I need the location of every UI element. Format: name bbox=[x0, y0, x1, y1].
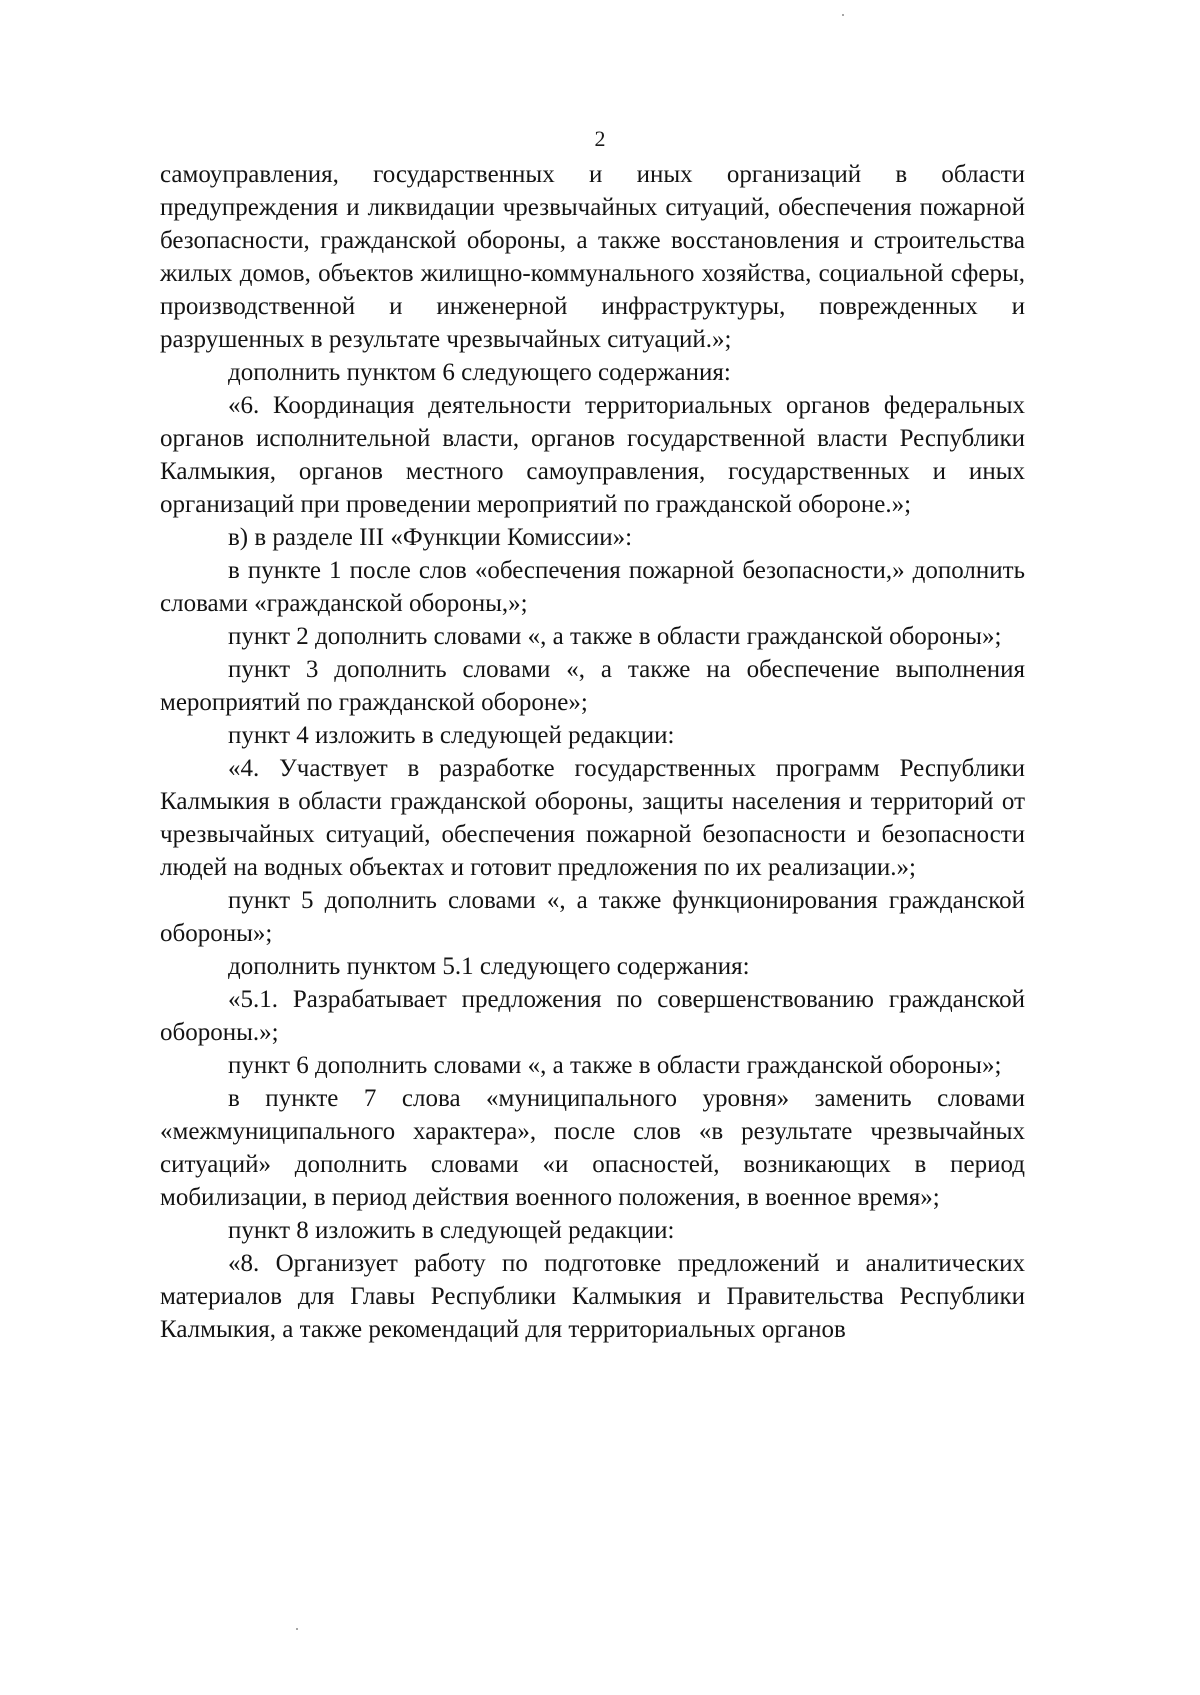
paragraph: пункт 8 изложить в следующей редакции: bbox=[228, 1217, 675, 1244]
scan-speck bbox=[842, 14, 844, 16]
paragraph: «6. Координация деятельности территориальных органов федеральных органов исполнительной власти, органов государственной власти Республики Калмыкия, органов местного самоуправления, государственных и иных организаций при проведении мероприятий по гражданской обороне.»; bbox=[160, 392, 1025, 518]
paragraph: пункт 5 дополнить словами «, а также функционирования гражданской обороны»; bbox=[160, 887, 1025, 947]
paragraph: «8. Организует работу по подготовке предложений и аналитических материалов для Главы Республики Калмыкия и Правительства Республики Калмыкия, а также рекомендаций для территориальных органов bbox=[160, 1250, 1025, 1343]
paragraph: пункт 3 дополнить словами «, а также на обеспечение выполнения мероприятий по гражданской обороне»; bbox=[160, 656, 1025, 716]
paragraph: дополнить пунктом 5.1 следующего содержания: bbox=[228, 953, 750, 980]
paragraph: самоуправления, государственных и иных организаций в области предупреждения и ликвидации чрезвычайных ситуаций, обеспечения пожарной безопасности, гражданской обороны, а также восстановления и строительства жилых домов, объектов жилищно-коммунального хозяйства, социальной сферы, производственной и инженерной инфраструктуры, поврежденных и разрушенных в результате чрезвычайных ситуаций.»; bbox=[160, 161, 1025, 353]
page-number: 2 bbox=[594, 126, 606, 151]
paragraph: «5.1. Разрабатывает предложения по совершенствованию гражданской обороны.»; bbox=[160, 986, 1025, 1046]
paragraph: «4. Участвует в разработке государственных программ Республики Калмыкия в области гражданской обороны, защиты населения и территорий от чрезвычайных ситуаций, обеспечения пожарной безопасности и безопасности людей на водных объектах и готовит предложения по их реализации.»; bbox=[160, 755, 1025, 881]
document-body bbox=[160, 158, 1025, 1346]
paragraph: пункт 2 дополнить словами «, а также в области гражданской обороны»; bbox=[228, 623, 1002, 650]
scan-speck bbox=[296, 1628, 298, 1630]
paragraph: в пункте 1 после слов «обеспечения пожарной безопасности,» дополнить словами «гражданской обороны,»; bbox=[160, 557, 1025, 617]
paragraph: пункт 4 изложить в следующей редакции: bbox=[228, 722, 675, 749]
paragraph: пункт 6 дополнить словами «, а также в области гражданской обороны»; bbox=[228, 1052, 1002, 1079]
paragraph: в пункте 7 слова «муниципального уровня» заменить словами «межмуниципального характера», после слов «в результате чрезвычайных ситуаций» дополнить словами «и опасностей, возникающих в период мобилизации, в период действия военного положения, в военное время»; bbox=[160, 1085, 1025, 1211]
paragraph: дополнить пунктом 6 следующего содержания: bbox=[228, 359, 731, 386]
paragraph: в) в разделе III «Функции Комиссии»: bbox=[228, 524, 633, 551]
